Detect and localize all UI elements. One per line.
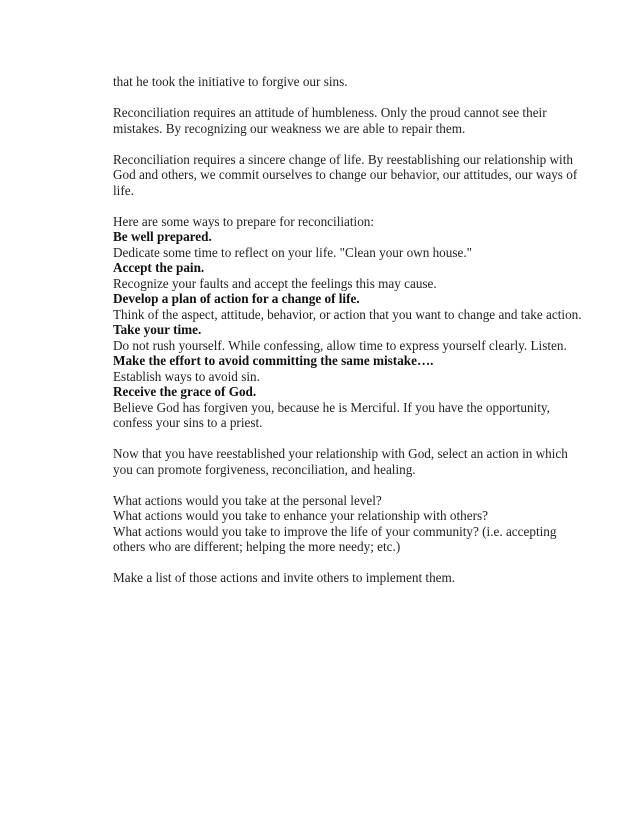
text-line: God and others, we commit ourselves to change our behavior, our attitudes, our ways of xyxy=(113,167,578,182)
way-body: Do not rush yourself. While confessing, allow time to express yourself clearly. Listen. xyxy=(113,337,567,353)
way-heading: Develop a plan of action for a change of life. xyxy=(113,291,360,306)
question-line: What actions would you take to enhance your relationship with others? xyxy=(113,508,489,523)
way-body: Recognize your faults and accept the feelings this may cause. xyxy=(113,275,437,291)
paragraph-forgive-sins xyxy=(113,74,573,90)
text-line: Now that you have reestablished your relationship with God, select an action in which xyxy=(113,446,568,461)
text-line: Make a list of those actions and invite others to implement them. xyxy=(113,570,456,585)
way-body: Dedicate some time to reflect on your life. "Clean your own house." xyxy=(113,244,473,260)
way-heading: Accept the pain. xyxy=(113,260,205,275)
way-body: Think of the aspect, attitude, behavior, or action that you want to change and take action. xyxy=(113,306,582,322)
way-heading: Make the effort to avoid committing the same mistake…. xyxy=(113,353,434,368)
paragraph-humbleness xyxy=(113,105,573,136)
question-line: What actions would you take to improve the life of your community? (i.e. accepting xyxy=(113,523,557,539)
question-line: others who are different; helping the more needy; etc.) xyxy=(113,539,401,554)
way-body: Establish ways to avoid sin. xyxy=(113,368,260,384)
text-line: mistakes. By recognizing our weakness we are able to repair them. xyxy=(113,120,466,136)
text-line: Reconciliation requires an attitude of humbleness. Only the proud cannot see their xyxy=(113,105,547,120)
ways-to-prepare-section xyxy=(113,213,582,431)
questions-list xyxy=(113,493,573,555)
paragraph-change-of-life xyxy=(113,151,578,199)
ways-intro: Here are some ways to prepare for reconciliation: xyxy=(113,213,375,229)
paragraph-select-action xyxy=(113,446,573,477)
text-line: Reconciliation requires a sincere change of life. By reestablishing our relationship with xyxy=(113,151,573,167)
text-line: life. xyxy=(113,182,134,198)
way-heading: Take your time. xyxy=(113,322,202,337)
way-heading: Receive the grace of God. xyxy=(113,384,257,399)
way-body: confess your sins to a priest. xyxy=(113,415,263,430)
paragraph-closing xyxy=(113,570,573,586)
text-line: you can promote forgiveness, reconciliation, and healing. xyxy=(113,461,416,477)
way-body: Believe God has forgiven you, because he is Merciful. If you have the opportunity, xyxy=(113,399,550,415)
text-line: that he took the initiative to forgive our sins. xyxy=(113,74,348,89)
way-heading: Be well prepared. xyxy=(113,229,212,244)
question-line: What actions would you take at the personal level? xyxy=(113,492,382,508)
document-page xyxy=(113,74,582,586)
